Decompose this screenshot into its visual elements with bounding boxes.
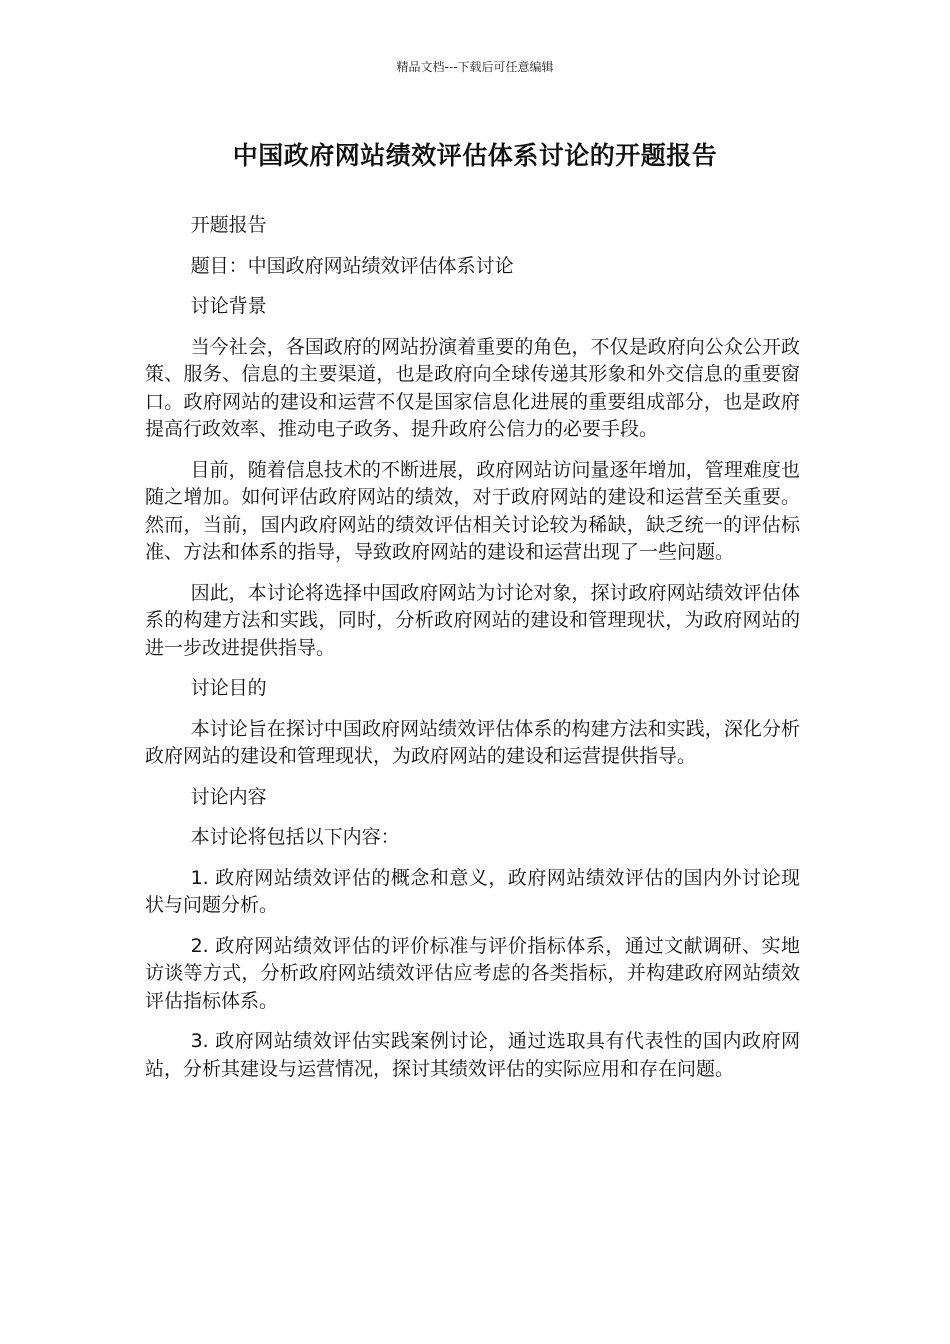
- background-paragraph-1: 当今社会，各国政府的网站扮演着重要的角色，不仅是政府向公众公开政策、服务、信息的主要渠道，也是政府向全球传递其形象和外交信息的重要窗口。政府网站的建设和运营不仅是国家信息化进展的重要组成部分，也是政府提高行政效率、推动电子政务、提升政府公信力的必要手段。: [145, 335, 800, 440]
- topic-line: 题目：中国政府网站绩效评估体系讨论: [190, 254, 514, 277]
- page-header: 精品文档---下载后可任意编辑: [396, 60, 554, 74]
- section-heading-purpose: 讨论目的: [190, 677, 267, 699]
- content-intro: 本讨论将包括以下内容：: [190, 826, 400, 848]
- content-item-2: 2. 政府网站绩效评估的评价标准与评价指标体系，通过文献调研、实地访谈等方式，分析政府网站绩效评估应考虑的各类指标，并构建政府网站绩效评估指标体系。: [145, 934, 800, 1012]
- document-body: [145, 212, 800, 1096]
- section-heading-content: 讨论内容: [190, 785, 267, 808]
- section-heading-report: 开题报告: [190, 214, 267, 236]
- content-item-3: 3. 政府网站绩效评估实践案例讨论，通过选取具有代表性的国内政府网站，分析其建设与运营情况，探讨其绩效评估的实际应用和存在问题。: [145, 1030, 800, 1080]
- background-paragraph-2: 目前，随着信息技术的不断进展，政府网站访问量逐年增加，管理难度也随之增加。如何评估政府网站的绩效，对于政府网站的建设和运营至关重要。然而，当前，国内政府网站的绩效评估相关讨论较为稀缺，缺乏统一的评估标准、方法和体系的指导，导致政府网站的建设和运营出现了一些问题。: [145, 458, 800, 563]
- content-item-1: 1. 政府网站绩效评估的概念和意义，政府网站绩效评估的国内外讨论现状与问题分析。: [145, 866, 800, 916]
- background-paragraph-3: 因此，本讨论将选择中国政府网站为讨论对象，探讨政府网站绩效评估体系的构建方法和实践，同时，分析政府网站的建设和管理现状，为政府网站的进一步改进提供指导。: [145, 581, 800, 659]
- document-title: 中国政府网站绩效评估体系讨论的开题报告: [232, 141, 718, 170]
- purpose-paragraph: 本讨论旨在探讨中国政府网站绩效评估体系的构建方法和实践，深化分析政府网站的建设和管理现状，为政府网站的建设和运营提供指导。: [145, 717, 800, 767]
- section-heading-background: 讨论背景: [190, 295, 267, 317]
